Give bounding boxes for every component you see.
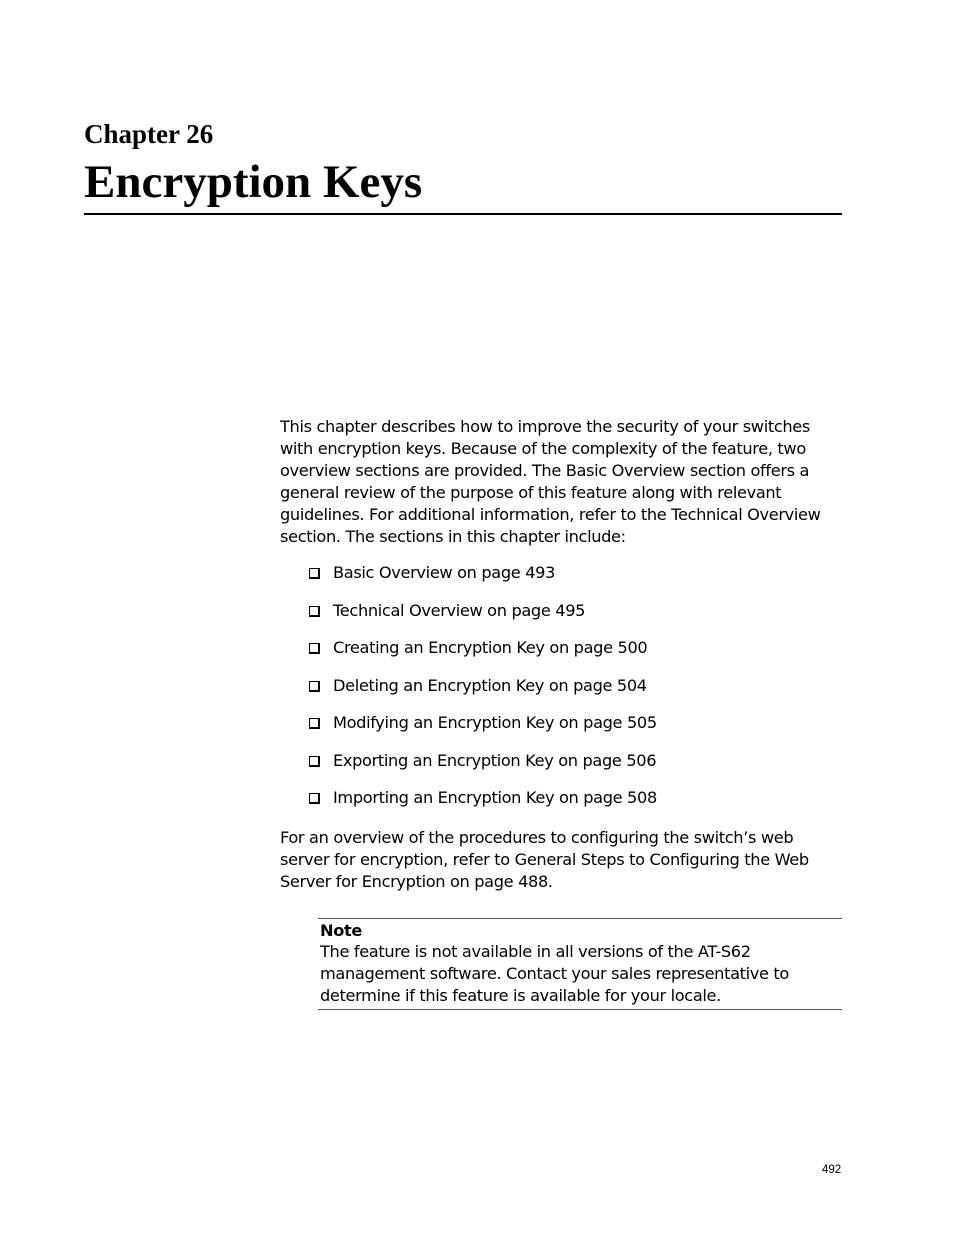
list-item-label: Creating an Encryption Key on page 500: [333, 638, 648, 657]
list-item: [309, 637, 657, 675]
note-box: [318, 918, 842, 1010]
checkbox-bullet-icon: [309, 681, 320, 692]
checkbox-bullet-icon: [309, 756, 320, 767]
checkbox-bullet-icon: [309, 643, 320, 654]
chapter-title: Encryption Keys: [84, 156, 423, 208]
title-divider: [84, 213, 842, 215]
checkbox-bullet-icon: [309, 718, 320, 729]
list-item-label: Deleting an Encryption Key on page 504: [333, 675, 647, 695]
intro-paragraph: This chapter describes how to improve the security of your switches with encryption keys. Because of the complexity of the feature, two overview sections are provided. The Basic Overview section offers a general review of the purpose of this feature along with relevant guidelines. For additional information, refer to the Technical Overview section. The sections in this chapter include:: [280, 417, 821, 546]
list-item-label: Exporting an Encryption Key on page 506: [333, 750, 657, 770]
list-item-label: Importing an Encryption Key on page 508: [333, 788, 657, 807]
checkbox-bullet-icon: [309, 568, 320, 579]
note-body: The feature is not available in all versions of the AT-S62 management software. Contact your sales representative to determine if this feature is available for your locale.: [320, 942, 789, 1005]
chapter-label: Chapter 26: [84, 119, 214, 149]
outro-paragraph: For an overview of the procedures to configuring the switch’s web server for encryption, refer to General Steps to Configuring the Web Server for Encryption on page 488.: [280, 828, 809, 891]
list-item-label: Basic Overview on page 493: [333, 563, 556, 582]
checkbox-bullet-icon: [309, 606, 320, 617]
list-item: [309, 787, 657, 825]
list-item: [309, 600, 657, 638]
page-number: 492: [822, 1164, 842, 1176]
list-item: [309, 562, 657, 600]
list-item: [309, 750, 657, 788]
list-item-label: Modifying an Encryption Key on page 505: [333, 713, 657, 732]
section-list: [309, 562, 657, 825]
list-item: [309, 712, 657, 750]
note-heading: Note: [320, 921, 362, 940]
list-item-label: Technical Overview on page 495: [333, 600, 586, 620]
checkbox-bullet-icon: [309, 793, 320, 804]
list-item: [309, 675, 657, 713]
